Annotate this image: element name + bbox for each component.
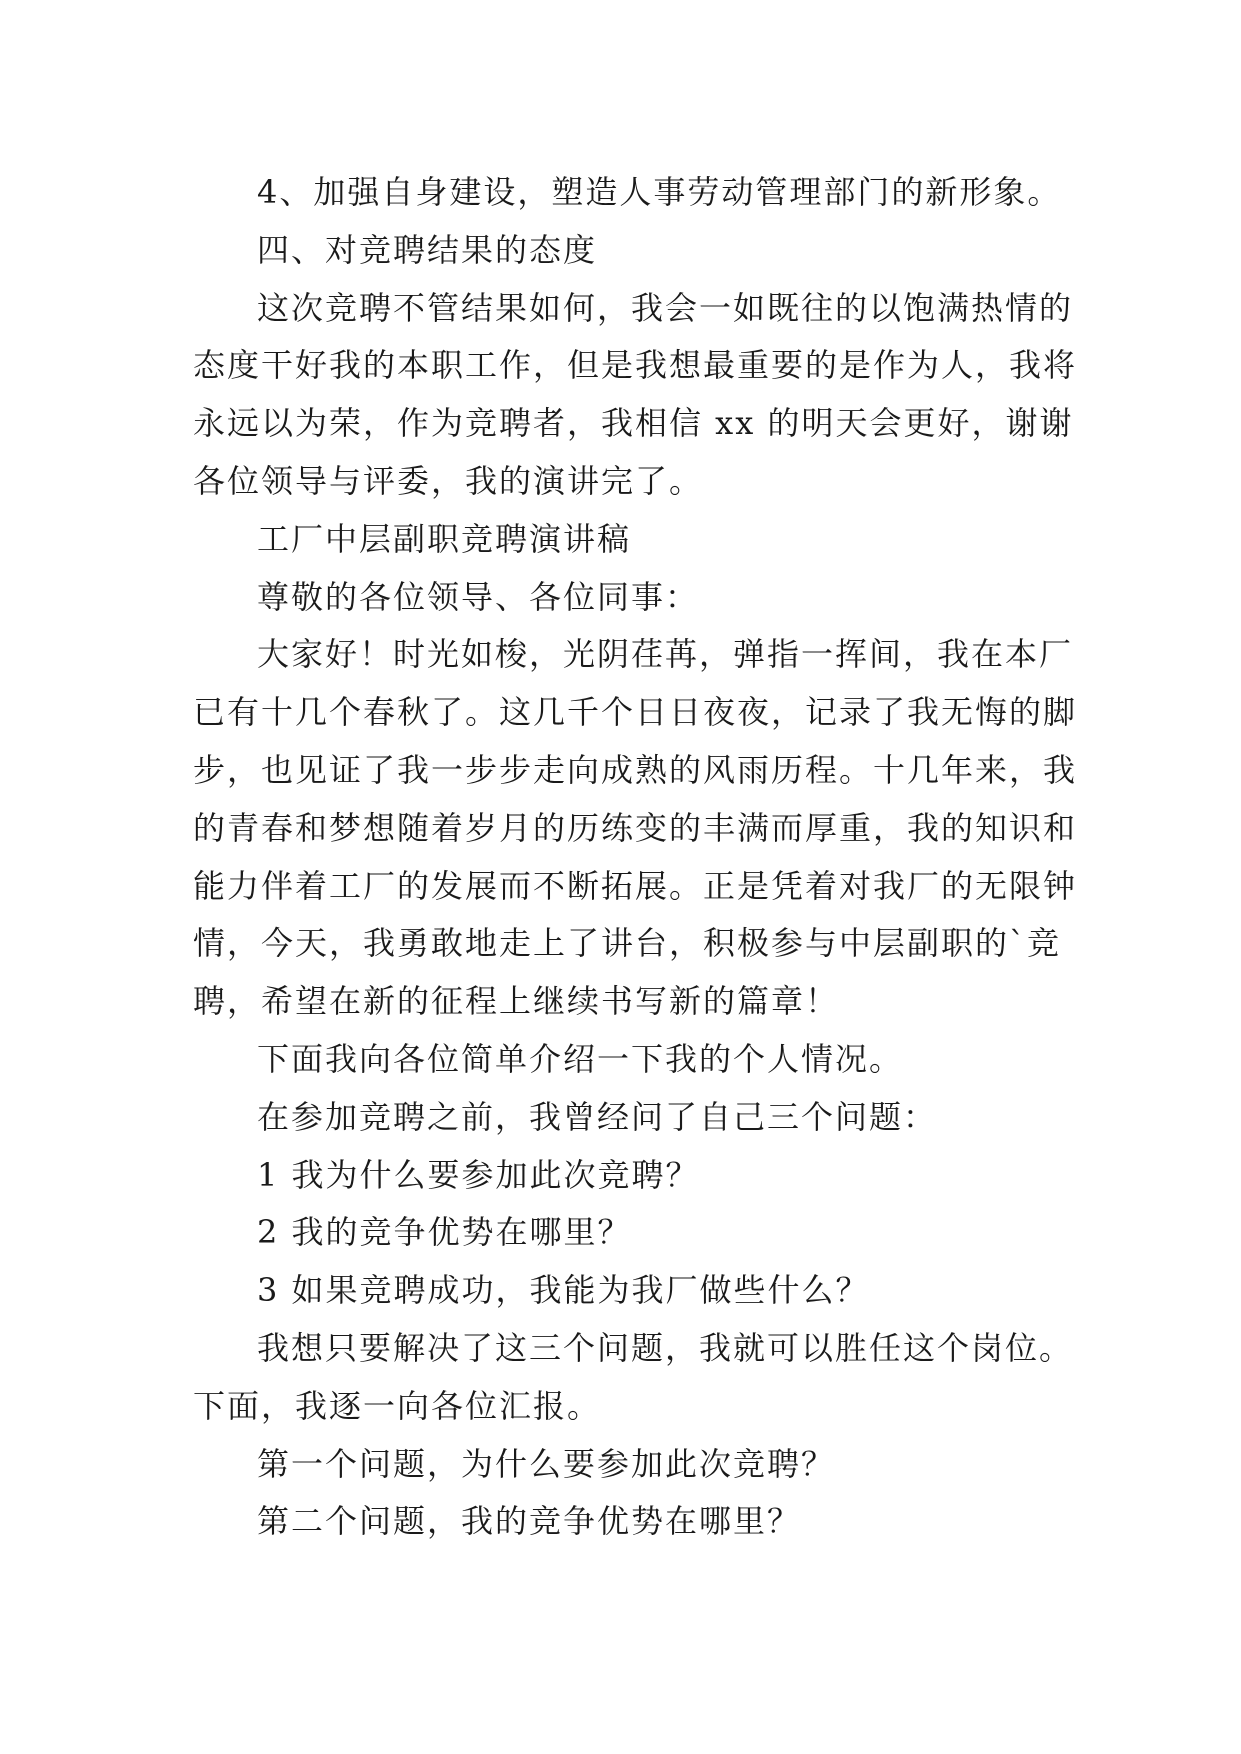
paragraph-line: 大家好！时光如梭，光阴荏苒，弹指一挥间，我在本厂 bbox=[257, 635, 1074, 674]
paragraph-line: 我想只要解决了这三个问题，我就可以胜任这个岗位。 bbox=[257, 1328, 1074, 1367]
paragraph-line: 情，今天，我勇敢地走上了讲台，积极参与中层副职的`竞 bbox=[193, 924, 1062, 963]
paragraph-line: 的青春和梦想随着岁月的历练变的丰满而厚重，我的知识和 bbox=[193, 808, 1078, 847]
paragraph-line: 步，也见证了我一步步走向成熟的风雨历程。十几年来，我 bbox=[193, 750, 1078, 789]
paragraph-line: 这次竞聘不管结果如何，我会一如既往的以饱满热情的 bbox=[257, 288, 1074, 327]
list-item-4: 4、加强自身建设，塑造人事劳动管理部门的新形象。 bbox=[257, 173, 1062, 211]
question-item-3: 3 如果竞聘成功，我能为我厂做些什么？ bbox=[257, 1271, 870, 1310]
paragraph-line: 态度干好我的本职工作，但是我想最重要的是作为人，我将 bbox=[193, 346, 1078, 385]
paragraph-line: 已有十几个春秋了。这几千个日日夜夜，记录了我无悔的脚 bbox=[193, 693, 1078, 732]
speech-title: 工厂中层副职竞聘演讲稿 bbox=[257, 519, 632, 558]
question-item-1: 1 我为什么要参加此次竞聘？ bbox=[257, 1155, 700, 1194]
paragraph-line: 下面我向各位简单介绍一下我的个人情况。 bbox=[257, 1039, 904, 1078]
paragraph-line: 各位领导与评委，我的演讲完了。 bbox=[193, 461, 704, 500]
question-heading-2: 第二个问题，我的竞争优势在哪里？ bbox=[257, 1502, 802, 1541]
section-heading-4: 四、对竞聘结果的态度 bbox=[257, 230, 598, 269]
question-item-2: 2 我的竞争优势在哪里？ bbox=[257, 1213, 632, 1252]
paragraph-line: 下面，我逐一向各位汇报。 bbox=[193, 1386, 602, 1425]
paragraph-line: 在参加竞聘之前，我曾经问了自己三个问题： bbox=[257, 1097, 938, 1136]
paragraph-line: 聘，希望在新的征程上继续书写新的篇章！ bbox=[193, 982, 840, 1021]
question-heading-1: 第一个问题，为什么要参加此次竞聘？ bbox=[257, 1444, 836, 1483]
paragraph-line: 永远以为荣，作为竞聘者，我相信 xx 的明天会更好，谢谢 bbox=[193, 404, 1074, 443]
document-body bbox=[193, 164, 1078, 1551]
paragraph-line: 能力伴着工厂的发展而不断拓展。正是凭着对我厂的无限钟 bbox=[193, 866, 1078, 905]
salutation: 尊敬的各位领导、各位同事： bbox=[257, 577, 700, 616]
